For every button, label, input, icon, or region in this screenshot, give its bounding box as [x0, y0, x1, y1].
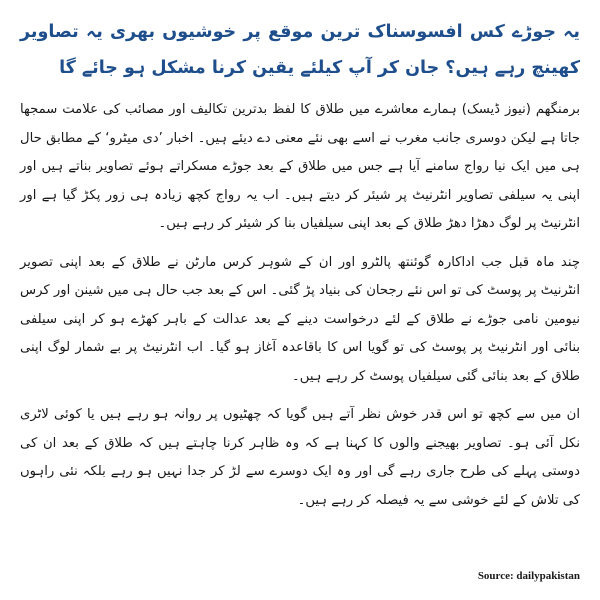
article-paragraph-2: چند ماہ قبل جب اداکارہ گوئنتھ پالٹرو اور ان کے شوہر کرس مارٹن نے طلاق کے بعد اپنی تصویر انٹرنیٹ پر پوسٹ کی تو اس نئے رجحان کی بنیاد پڑ گئی۔ اس کے بعد جب حال ہی میں شینن اور کرس نیومین نامی جوڑے نے طلاق کے لئے درخواست دینے کے بعد عدالت کے باہر کھڑے ہو کر اپنی سیلفی بنائی اور انٹرنیٹ پر پوسٹ کی تو گویا اس کا باقاعدہ آغاز ہو گیا۔ اب انٹرنیٹ پر بے شمار لوگ اپنی طلاق کے بعد بنائی گئی سیلفیاں پوسٹ کر رہے ہیں۔: [20, 254, 580, 384]
source-credit: Source: dailypakistan: [477, 570, 580, 582]
article-headline: یہ جوڑے کس افسوسناک ترین موقع پر خوشیوں بھری یہ تصاویر کھینچ رہے ہیں؟ جان کر آپ کیلئے یقین کرنا مشکل ہو جائے گا: [20, 22, 580, 78]
article-paragraph-3: ان میں سے کچھ تو اس قدر خوش نظر آتے ہیں گویا کہ چھٹیوں پر روانہ ہو رہے ہیں یا کوئی لاٹری نکل آئی ہو۔ تصاویر بھیجنے والوں کا کہنا ہے کہ وہ ظاہر کرنا چاہتے ہیں کہ طلاق کے بعد ان کی دوستی پہلے کی طرح جاری رہے گی اور وہ ایک دوسرے سے لڑ کر جدا نہیں ہو رہے بلکہ نئی راہوں کی تلاش کے لئے خوشی سے یہ فیصلہ کر رہے ہیں۔: [20, 407, 580, 508]
article-paragraph-1: برمنگھم (نیوز ڈیسک) ہمارے معاشرے میں طلاق کا لفظ بدترین تکالیف اور مصائب کی علامت سمجھا جاتا ہے لیکن دوسری جانب مغرب نے اسے بھی نئے معنی دے دیئے ہیں۔ اخبار ’دی میٹرو‘ کے مطابق حال ہی میں ایک نیا رواج سامنے آیا ہے جس میں طلاق کے بعد جوڑے مسکراتے ہوئے تصاویر بناتے ہیں اور اپنی یہ سیلفی تصاویر انٹرنیٹ پر شیئر کر دیتے ہیں۔ اب یہ رواج کچھ زیادہ ہی زور پکڑ گیا ہے اور انٹرنیٹ پر لوگ دھڑا دھڑ طلاق کے بعد اپنی سیلفیاں بنا کر شیئر کر رہے ہیں۔: [20, 102, 580, 231]
